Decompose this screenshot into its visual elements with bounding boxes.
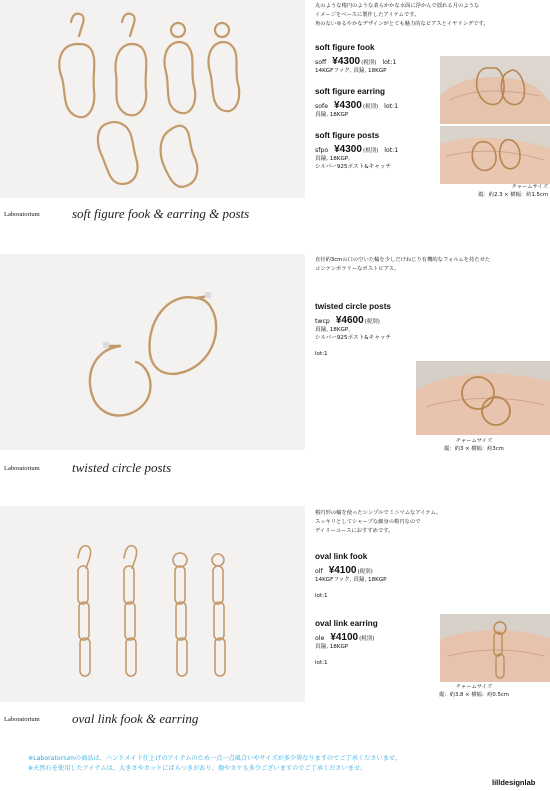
product-code: sfpo: [315, 147, 329, 154]
product-tax: (税別): [364, 319, 380, 325]
product-lot: lot:1: [315, 660, 328, 666]
product-code: olf: [315, 568, 323, 575]
product-spec: 真鍮, 18KGP, シルバー925ポスト&キャッチ: [315, 156, 392, 170]
twisted-circle-hand-photo: [416, 361, 550, 435]
section-title-oval-link: oval link fook & earring: [72, 711, 199, 726]
product-price: ¥4600: [335, 315, 364, 326]
product-price: ¥4300: [334, 100, 362, 111]
product-spec: 真鍮, 18KGP: [315, 112, 349, 118]
product-name: soft figure fook: [315, 43, 375, 52]
product-code: sofe: [315, 103, 328, 110]
oval-link-charm-size: チャームサイズ 縦：約3.8 × 横幅：約0.5cm: [439, 684, 509, 698]
product-code: soff: [315, 59, 327, 66]
twisted-circle-description: 直径約3cmの口の空いた輪を少しだけねじり有機的なフォルムを持たせた コンテンポラリーなポストピアス。: [315, 257, 491, 272]
product-twisted-circle-posts: [315, 302, 445, 358]
product-tax: (税別): [362, 148, 379, 154]
twisted-circle-charm-size: チャームサイズ 縦：約3 × 横幅：約3cm: [444, 438, 504, 452]
product-spec: 14KGFフック, 真鍮, 18KGP: [315, 68, 387, 74]
product-lot: lot:1: [384, 103, 399, 110]
product-soft-figure-earring: [315, 87, 435, 119]
oval-link-hand-photo: [440, 614, 550, 682]
brand-label: Laboratorium: [4, 211, 40, 218]
product-oval-link-earring: [315, 619, 445, 667]
product-soft-figure-fook: [315, 43, 435, 75]
product-oval-link-fook: [315, 552, 445, 600]
product-name: soft figure earring: [315, 87, 386, 96]
lilldesignlab-logo: lilldesignlab: [492, 778, 536, 787]
product-lot: lot:1: [382, 59, 397, 66]
section-title-soft-figure: soft figure fook & earring & posts: [72, 206, 250, 221]
footer-note-handmade: ※Laboratoriumの商品は、ハンドメイド仕上げのアイテムのため一点一点風合いやサイズが多少異なりますのでご了承くださいませ。: [28, 755, 402, 762]
soft-figure-jewelry-image: [0, 0, 305, 198]
product-tax: (税別): [361, 60, 377, 66]
twisted-circle-jewelry-image: [0, 254, 305, 450]
soft-figure-description: 丸のような楕円のような柔らかかな水面に浮かんで揺れる月のような イメージをベースに製作したアイテムです。 角のないゆるやかなデザインがとても魅力的なピアスとイヤリングです。: [315, 3, 489, 27]
product-spec: 真鍮, 18KGP: [315, 644, 349, 650]
brand-label: Laboratorium: [4, 716, 40, 723]
footer-note-natural-stone: ※天然石を使用したアイテムは、大きさやカットにばらつきがあり、傷やカケも多少ございますのでご了承くださいませ。: [28, 765, 367, 772]
product-code: twcp: [315, 318, 330, 325]
product-spec: 真鍮, 18KGP, シルバー925ポスト&キャッチ: [315, 327, 392, 341]
product-lot: lot:1: [315, 593, 328, 599]
oval-link-jewelry-image: [0, 506, 305, 702]
soft-figure-hand-photo-2: [440, 126, 550, 184]
section-title-twisted-circle: twisted circle posts: [72, 460, 172, 475]
product-lot: lot:1: [315, 351, 328, 357]
product-lot: lot:1: [384, 147, 399, 154]
soft-figure-charm-size: チャームサイズ 縦：約2.3 × 横幅：約1.5cm: [478, 184, 548, 198]
product-price: ¥4300: [332, 56, 361, 67]
soft-figure-photo: [0, 0, 305, 198]
brand-label: Laboratorium: [4, 465, 40, 472]
oval-link-description: 楕円形の輪を使ったシンプルでミニマムなアイテム。 スッキリとしてシャープな細身の楕円なので デイリーユースにおすすめです。: [315, 510, 442, 534]
product-tax: (税別): [357, 569, 373, 575]
product-tax: (税別): [362, 104, 379, 110]
product-soft-figure-posts: [315, 131, 435, 171]
product-tax: (税別): [359, 636, 375, 642]
product-spec: 14KGFフック, 真鍮, 18KGP: [315, 577, 387, 583]
oval-link-photo: [0, 506, 305, 702]
product-price: ¥4100: [328, 565, 357, 576]
twisted-circle-photo: [0, 254, 305, 450]
product-code: ole: [315, 635, 325, 642]
product-name: twisted circle posts: [315, 302, 391, 311]
product-price: ¥4100: [330, 632, 359, 643]
soft-figure-hand-photo-1: [440, 56, 550, 124]
product-name: oval link fook: [315, 552, 368, 561]
product-name: oval link earring: [315, 619, 378, 628]
product-name: soft figure posts: [315, 131, 380, 140]
product-price: ¥4300: [334, 144, 362, 155]
